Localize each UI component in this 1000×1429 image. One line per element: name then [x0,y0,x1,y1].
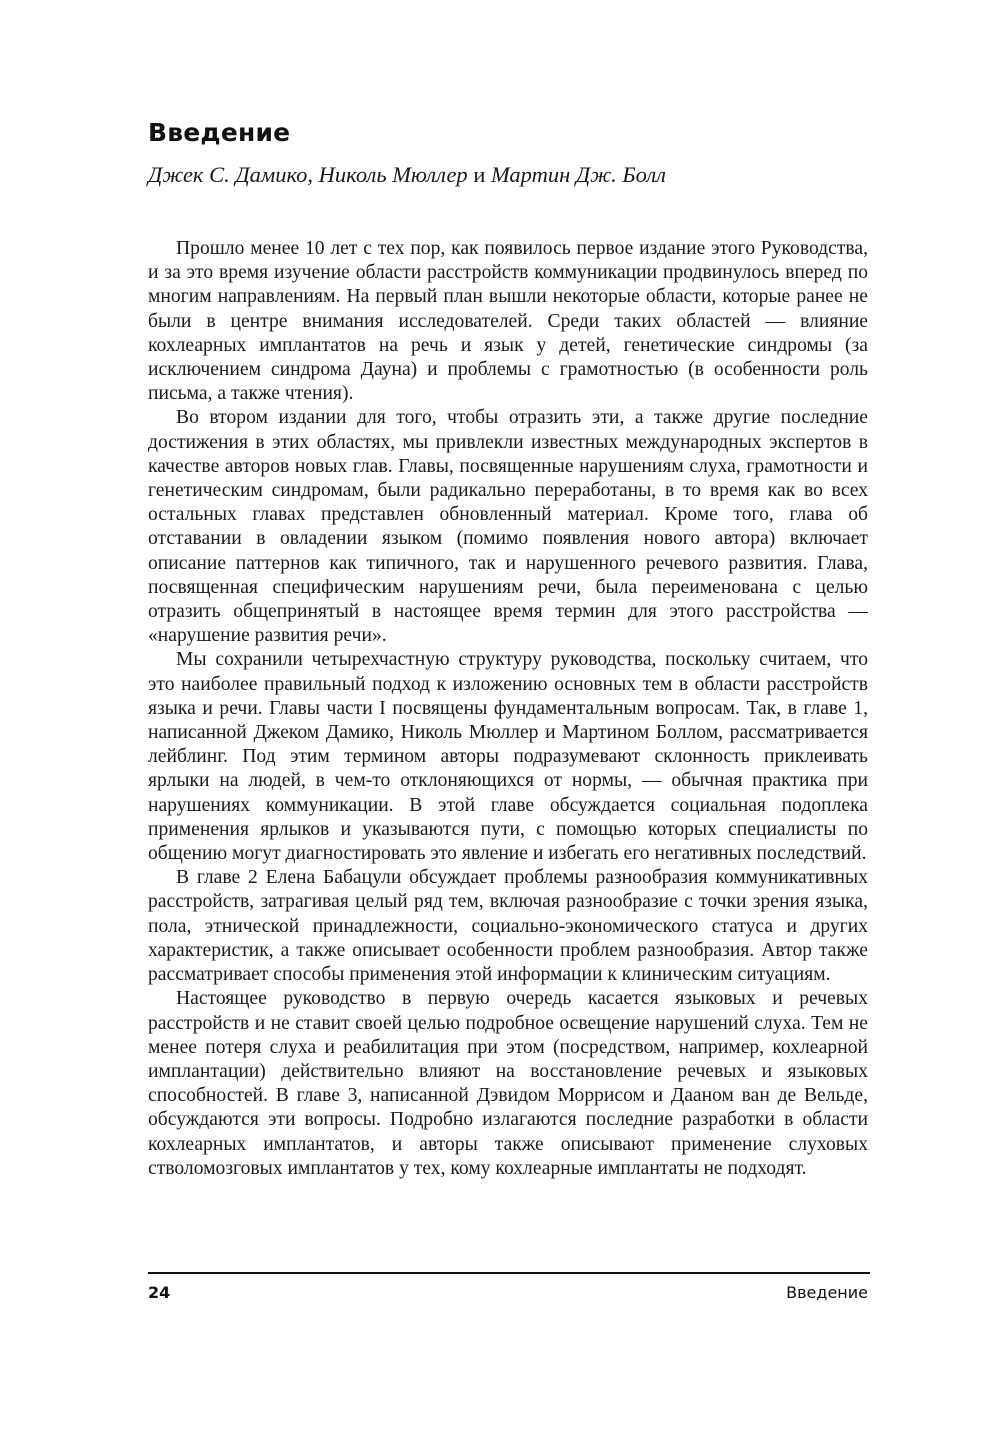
authors-first: Джек С. Дамико, Николь Мюллер [148,162,468,187]
footer-divider [148,1272,870,1274]
body-text [148,237,868,1181]
paragraph: Мы сохранили четырехчастную структуру руководства, поскольку считаем, что это наиболее правильный подход к изложению основных тем в области расстройств языка и речи. Главы части I посвящены фундаментальным вопросам. Так, в главе 1, написанной Джеком Дамико, Николь Мюллер и Мартином Боллом, рассматривается лейблинг. Под этим термином авторы подразумевают склонность приклеивать ярлыки на людей, в чем-то отклоняющихся от нормы, — обычная практика при нарушениях коммуникации. В этой главе обсуждается социальная подоплека применения ярлыков и указываются пути, с помощью которых специалисты по общению могут диагностировать это явление и избегать его негативных последствий. [148,649,868,865]
running-head: Введение [786,1283,868,1302]
chapter-authors [148,162,666,188]
chapter-title: Введение [148,118,291,147]
paragraph: Прошло менее 10 лет с тех пор, как появилось первое издание этого Руководства, и за это время изучение области расстройств коммуникации продвинулось вперед по многим направлениям. На первый план вышли некоторые области, которые ранее не были в центре внимания исследователей. Среди таких областей — влияние кохлеарных имплантатов на речь и язык у детей, генетические синдромы (за исключением синдрома Дауна) и проблемы с грамотностью (в особенности роль письма, а также чтения). [148,238,868,405]
book-page [148,0,870,1429]
authors-last: Мартин Дж. Болл [490,162,666,187]
paragraph: В главе 2 Елена Бабацули обсуждает проблемы разнообразия коммуникативных расстройств, затрагивая целый ряд тем, включая разнообразие с точки зрения языка, пола, этнической принадлежности, социально-экономического статуса и других характеристик, а также описывает особенности проблем разнообразия. Автор также рассматривает способы применения этой информации к клиническим ситуациям. [148,867,868,986]
paragraph: Во втором издании для того, чтобы отразить эти, а также другие последние достижения в этих областях, мы привлекли известных международных экспертов в качестве авторов новых глав. Главы, посвященные нарушениям слуха, грамотности и генетическим синдромам, были радикально переработаны, в то время как во всех остальных главах представлен обновленный материал. Кроме того, глава об отставании в овладении языком (помимо появления нового автора) включает описание паттернов как типичного, так и нарушенного речевого развития. Глава, посвященная специфическим нарушениям речи, была переименована с целью отразить общепринятый в настоящее время термин для этого расстройства — «нарушение развития речи». [148,407,868,647]
paragraph: Настоящее руководство в первую очередь касается языковых и речевых расстройств и не ставит своей целью подробное освещение нарушений слуха. Тем не менее потеря слуха и реабилитация при этом (посредством, например, кохлеарной имплантации) действительно влияют на восстановление речевых и языковых способностей. В главе 3, написанной Дэвидом Моррисом и Дааном ван де Вельде, обсуждаются эти вопросы. Подробно излагаются последние разработки в области кохлеарных имплантатов, и авторы также описывают применение слуховых стволомозговых имплантатов у тех, кому кохлеарные имплантаты не подходят. [148,988,868,1179]
authors-conjunction: и [467,162,491,187]
page-number: 24 [148,1283,171,1302]
